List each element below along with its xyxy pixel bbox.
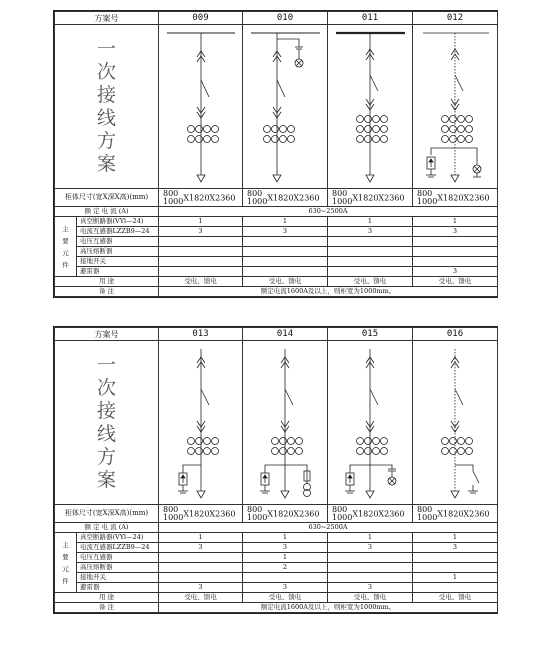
remark-value: 额定电流1600A及以上，则柜宽为1000mm。: [159, 287, 498, 297]
component-qty: [159, 573, 243, 583]
remark-value: 额定电流1600A及以上，则柜宽为1000mm。: [159, 603, 498, 613]
component-qty: [159, 247, 243, 257]
component-qty: 3: [328, 583, 413, 593]
scheme-number: 010: [243, 12, 328, 25]
component-name: 接地开关: [77, 257, 159, 267]
dimension-value: 800 1000 X1820X2360: [159, 505, 243, 523]
component-qty: 3: [413, 267, 498, 277]
component-name: 电流互感器LZZB9—24: [77, 543, 159, 553]
usage-label: 用 途: [55, 277, 159, 287]
component-name: 电流互感器LZZB9—24: [77, 227, 159, 237]
component-qty: 3: [328, 227, 413, 237]
component-qty: 3: [159, 583, 243, 593]
scheme-number: 011: [328, 12, 413, 25]
component-name: 真空断路器(VYl—24): [77, 533, 159, 543]
component-qty: [243, 257, 328, 267]
scheme-number: 012: [413, 12, 498, 25]
component-qty: 3: [413, 227, 498, 237]
component-qty: 1: [243, 217, 328, 227]
component-name: 高压熔断器: [77, 563, 159, 573]
dimension-value: 800 1000 X1820X2360: [413, 189, 498, 207]
component-qty: [159, 237, 243, 247]
usage-value: 受电、馈电: [413, 593, 498, 603]
component-name: 接地开关: [77, 573, 159, 583]
component-qty: [328, 573, 413, 583]
scheme-number-label: 方案号: [55, 328, 159, 341]
remark-label: 备 注: [55, 287, 159, 297]
scheme-number: 015: [328, 328, 413, 341]
dimension-value: 800 1000 X1820X2360: [328, 505, 413, 523]
wiring-diagram-010: [243, 25, 328, 189]
remark-label: 备 注: [55, 603, 159, 613]
main-components-label: 主 要 元 件: [55, 533, 77, 593]
dimension-label: 柜体尺寸(宽X深X高)(mm): [55, 505, 159, 523]
component-qty: [413, 237, 498, 247]
component-qty: 1: [243, 553, 328, 563]
dimension-label: 柜体尺寸(宽X深X高)(mm): [55, 189, 159, 207]
component-qty: 3: [243, 583, 328, 593]
component-qty: 3: [159, 227, 243, 237]
component-qty: 1: [159, 217, 243, 227]
component-qty: [328, 553, 413, 563]
scheme-number: 009: [159, 12, 243, 25]
wiring-diagram-013: [159, 341, 243, 505]
primary-wiring-title: 一 次 接 线 方 案: [55, 341, 159, 505]
usage-value: 受电、馈电: [328, 277, 413, 287]
usage-value: 受电、馈电: [243, 277, 328, 287]
wiring-diagram-009: [159, 25, 243, 189]
component-qty: 3: [413, 543, 498, 553]
component-qty: 3: [159, 543, 243, 553]
component-qty: [159, 553, 243, 563]
scheme-table-009-012: [53, 10, 498, 298]
usage-value: 受电、馈电: [413, 277, 498, 287]
wiring-diagram-014: [243, 341, 328, 505]
component-qty: [413, 247, 498, 257]
rated-current-value: 630~2500A: [159, 207, 498, 217]
component-qty: [159, 267, 243, 277]
component-qty: [243, 573, 328, 583]
usage-value: 受电、馈电: [159, 277, 243, 287]
usage-value: 受电、馈电: [243, 593, 328, 603]
wiring-diagram-016: [413, 341, 498, 505]
component-qty: 3: [243, 543, 328, 553]
component-qty: 1: [413, 217, 498, 227]
usage-label: 用 途: [55, 593, 159, 603]
wiring-diagram-015: [328, 341, 413, 505]
component-qty: [328, 257, 413, 267]
dimension-value: 800 1000 X1820X2360: [243, 189, 328, 207]
component-qty: 1: [328, 533, 413, 543]
component-qty: 3: [243, 227, 328, 237]
component-qty: [328, 237, 413, 247]
component-qty: [328, 247, 413, 257]
component-name: 避雷器: [77, 267, 159, 277]
main-components-label: 主 要 元 件: [55, 217, 77, 277]
component-qty: [328, 267, 413, 277]
component-qty: [159, 563, 243, 573]
component-qty: 1: [413, 573, 498, 583]
component-name: 避雷器: [77, 583, 159, 593]
component-qty: [413, 553, 498, 563]
component-name: 电压互感器: [77, 553, 159, 563]
component-qty: 1: [413, 533, 498, 543]
component-qty: [159, 257, 243, 267]
primary-wiring-title: 一 次 接 线 方 案: [55, 25, 159, 189]
component-qty: 1: [243, 533, 328, 543]
component-qty: 3: [328, 543, 413, 553]
dimension-value: 800 1000 X1820X2360: [328, 189, 413, 207]
component-qty: 2: [243, 563, 328, 573]
component-qty: [243, 267, 328, 277]
component-name: 高压熔断器: [77, 247, 159, 257]
component-qty: 1: [328, 217, 413, 227]
component-qty: [328, 563, 413, 573]
component-name: 电压互感器: [77, 237, 159, 247]
wiring-diagram-012: [413, 25, 498, 189]
dimension-value: 800 1000 X1820X2360: [243, 505, 328, 523]
component-qty: 1: [159, 533, 243, 543]
scheme-number: 016: [413, 328, 498, 341]
wiring-diagram-011: [328, 25, 413, 189]
scheme-number: 013: [159, 328, 243, 341]
rated-current-value: 630~2500A: [159, 523, 498, 533]
component-qty: [243, 247, 328, 257]
component-qty: [413, 563, 498, 573]
dimension-value: 800 1000 X1820X2360: [159, 189, 243, 207]
component-name: 真空断路器(VYl—24): [77, 217, 159, 227]
rated-current-label: 额 定 电 流 (A): [55, 207, 159, 217]
component-qty: [243, 237, 328, 247]
usage-value: 受电、馈电: [159, 593, 243, 603]
rated-current-label: 额 定 电 流 (A): [55, 523, 159, 533]
scheme-number: 014: [243, 328, 328, 341]
component-qty: [413, 257, 498, 267]
usage-value: 受电、馈电: [328, 593, 413, 603]
scheme-table-013-016: [53, 326, 498, 614]
scheme-number-label: 方案号: [55, 12, 159, 25]
dimension-value: 800 1000 X1820X2360: [413, 505, 498, 523]
component-qty: [413, 583, 498, 593]
